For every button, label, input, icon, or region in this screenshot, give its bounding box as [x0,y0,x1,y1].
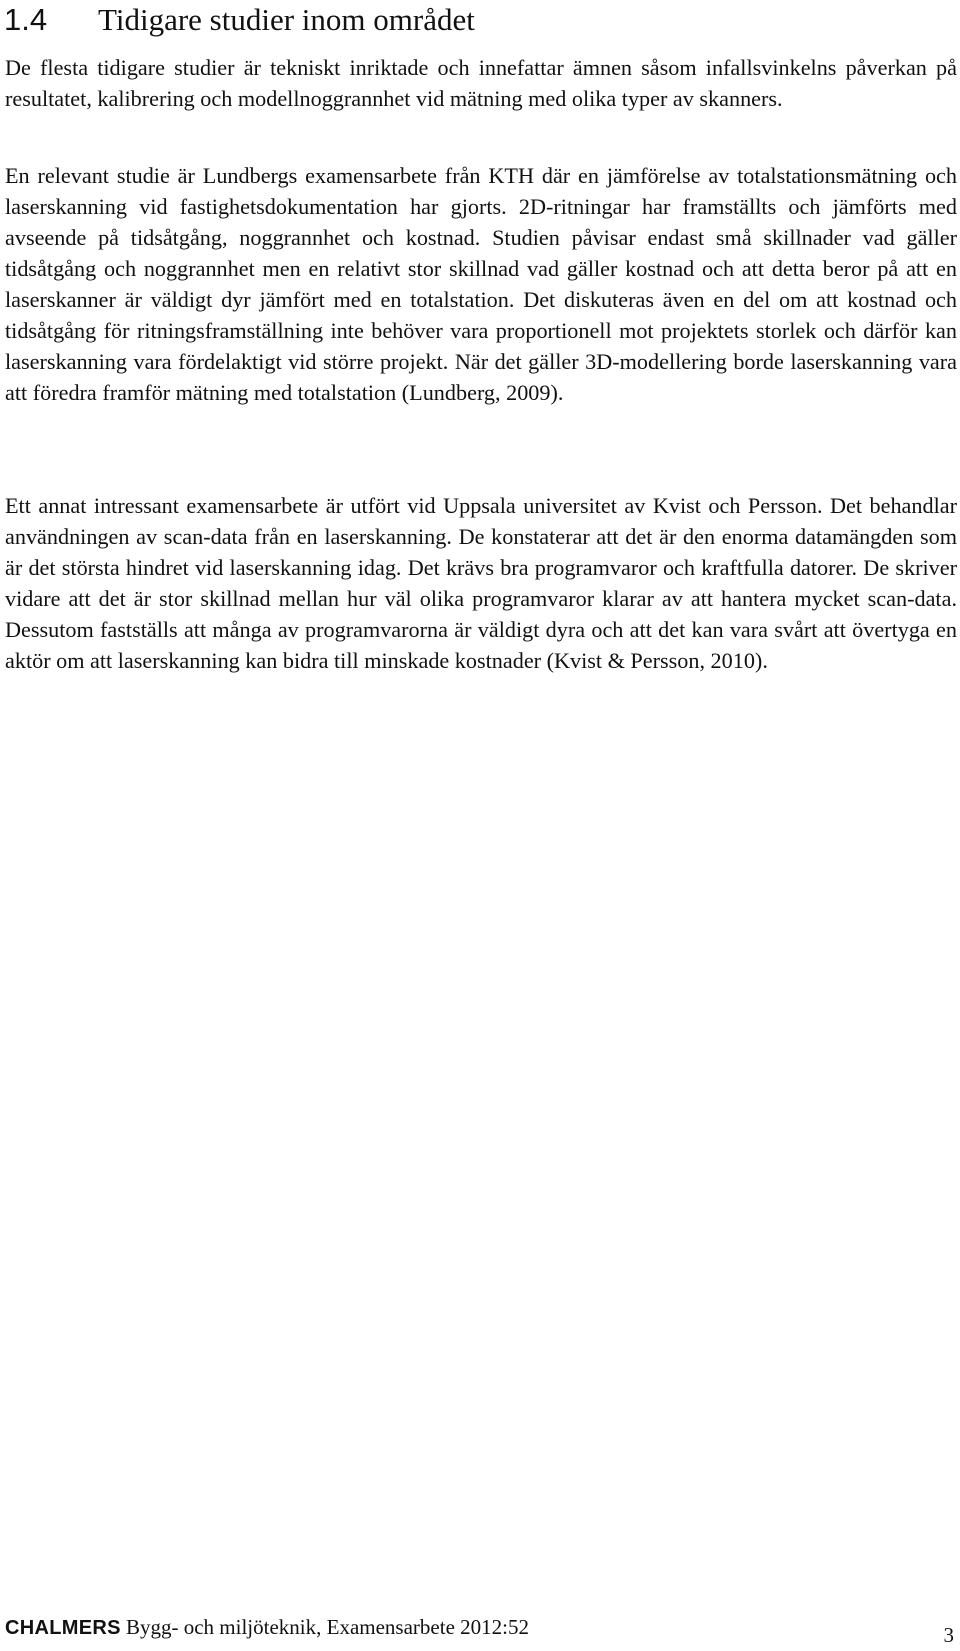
section-title: Tidigare studier inom området [98,2,475,37]
paragraph-kvist-persson-study: Ett annat intressant examensarbete är utfört vid Uppsala universitet av Kvist och Persson. Det behandlar användningen av scan-data från en laserskanning. De konstaterar att det är den enorma datamängden som är det största hindret vid laserskanning idag. Det krävs bra programvaror och kraftfulla datorer. De skriver vidare att det är stor skillnad mellan hur väl olika programvaror klarar av att hantera mycket scan-data. Dessutom fastställs att många av programvarorna är väldigt dyra och att det kan vara svårt att övertyga en aktör om att laserskanning kan bidra till minskade kostnader (Kvist & Persson, 2010). [5,493,957,673]
page-footer [5,1614,529,1641]
paragraph-intro: De flesta tidigare studier är tekniskt inriktade och innefattar ämnen såsom infallsvinkelns påverkan på resultatet, kalibrering och modellnoggrannhet vid mätning med olika typer av skanners. [5,55,957,111]
paragraph-lundberg-study: En relevant studie är Lundbergs examensarbete från KTH där en jämförelse av totalstationsmätning och laserskanning vid fastighetsdokumentation har gjorts. 2D-ritningar har framställts och jämförts med avseende på tidsåtgång, noggrannhet och kostnad. Studien påvisar endast små skillnader vad gäller tidsåtgång och noggrannhet men en relativt stor skillnad vad gäller kostnad och att detta beror på att en laserskanner är väldigt dyr jämfört med en totalstation. Det diskuteras även en del om att kostnad och tidsåtgång för ritningsframställning inte behöver vara proportionell mot projektets storlek och därför kan laserskanning vara fördelaktigt vid större projekt. När det gäller 3D-modellering borde laserskanning vara att föredra framför mätning med totalstation (Lundberg, 2009). [5,163,957,405]
section-heading [4,0,475,40]
footer-text: Bygg- och miljöteknik, Examensarbete 2012:52 [125,1615,529,1639]
section-number: 1.4 [4,2,48,37]
footer-brand: CHALMERS [5,1617,121,1639]
page-number: 3 [943,1623,954,1647]
